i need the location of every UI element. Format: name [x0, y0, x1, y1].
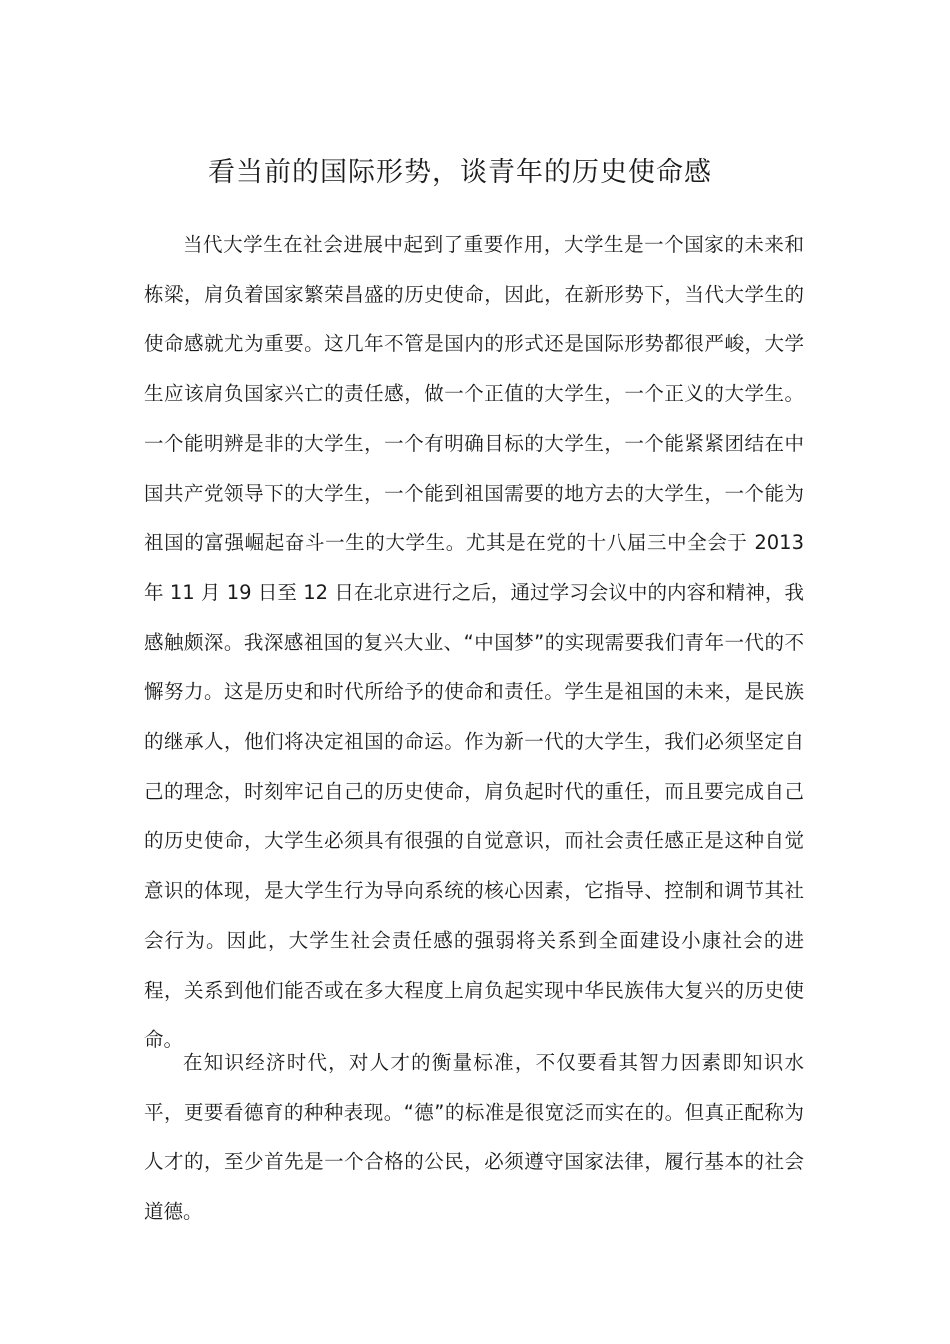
paragraph-2: 在知识经济时代，对人才的衡量标准，不仅要看其智力因素即知识水平，更要看德育的种种表现。“德”的标准是很宽泛而实在的。但真正配称为人才的，至少首先是一个合格的公民，必须遵守国家法律，履行基本的社会道德。 — [144, 1051, 804, 1224]
document-title: 看当前的国际形势，谈青年的历史使命感 — [208, 157, 712, 188]
paragraph-1: 当代大学生在社会进展中起到了重要作用，大学生是一个国家的未来和栋梁，肩负着国家繁荣昌盛的历史使命，因此，在新形势下，当代大学生的使命感就尤为重要。这几年不管是国内的形式还是国际形势都很严峻，大学生应该肩负国家兴亡的责任感，做一个正值的大学生，一个正义的大学生。一个能明辨是非的大学生，一个有明确目标的大学生，一个能紧紧团结在中国共产党领导下的大学生，一个能到祖国需要的地方去的大学生，一个能为祖国的富强崛起奋斗一生的大学生。尤其是在党的十八届三中全会于 2013 年 11 月 19 日至 12 日在北京进行之后，通过学习会议中的内容和精神，我感触颇深。我深感祖国的复兴大业、“中国梦”的实现需要我们青年一代的不懈努力。这是历史和时代所给予的使命和责任。学生是祖国的未来，是民族的继承人，他们将决定祖国的命运。作为新一代的大学生，我们必须坚定自己的理念，时刻牢记自己的历史使命，肩负起时代的重任，而且要完成自己的历史使命，大学生必须具有很强的自觉意识，而社会责任感正是这种自觉意识的体现，是大学生行为导向系统的核心因素，它指导、控制和调节其社会行为。因此，大学生社会责任感的强弱将关系到全面建设小康社会的进程，关系到他们能否或在多大程度上肩负起实现中华民族伟大复兴的历史使命。 — [144, 233, 804, 1052]
